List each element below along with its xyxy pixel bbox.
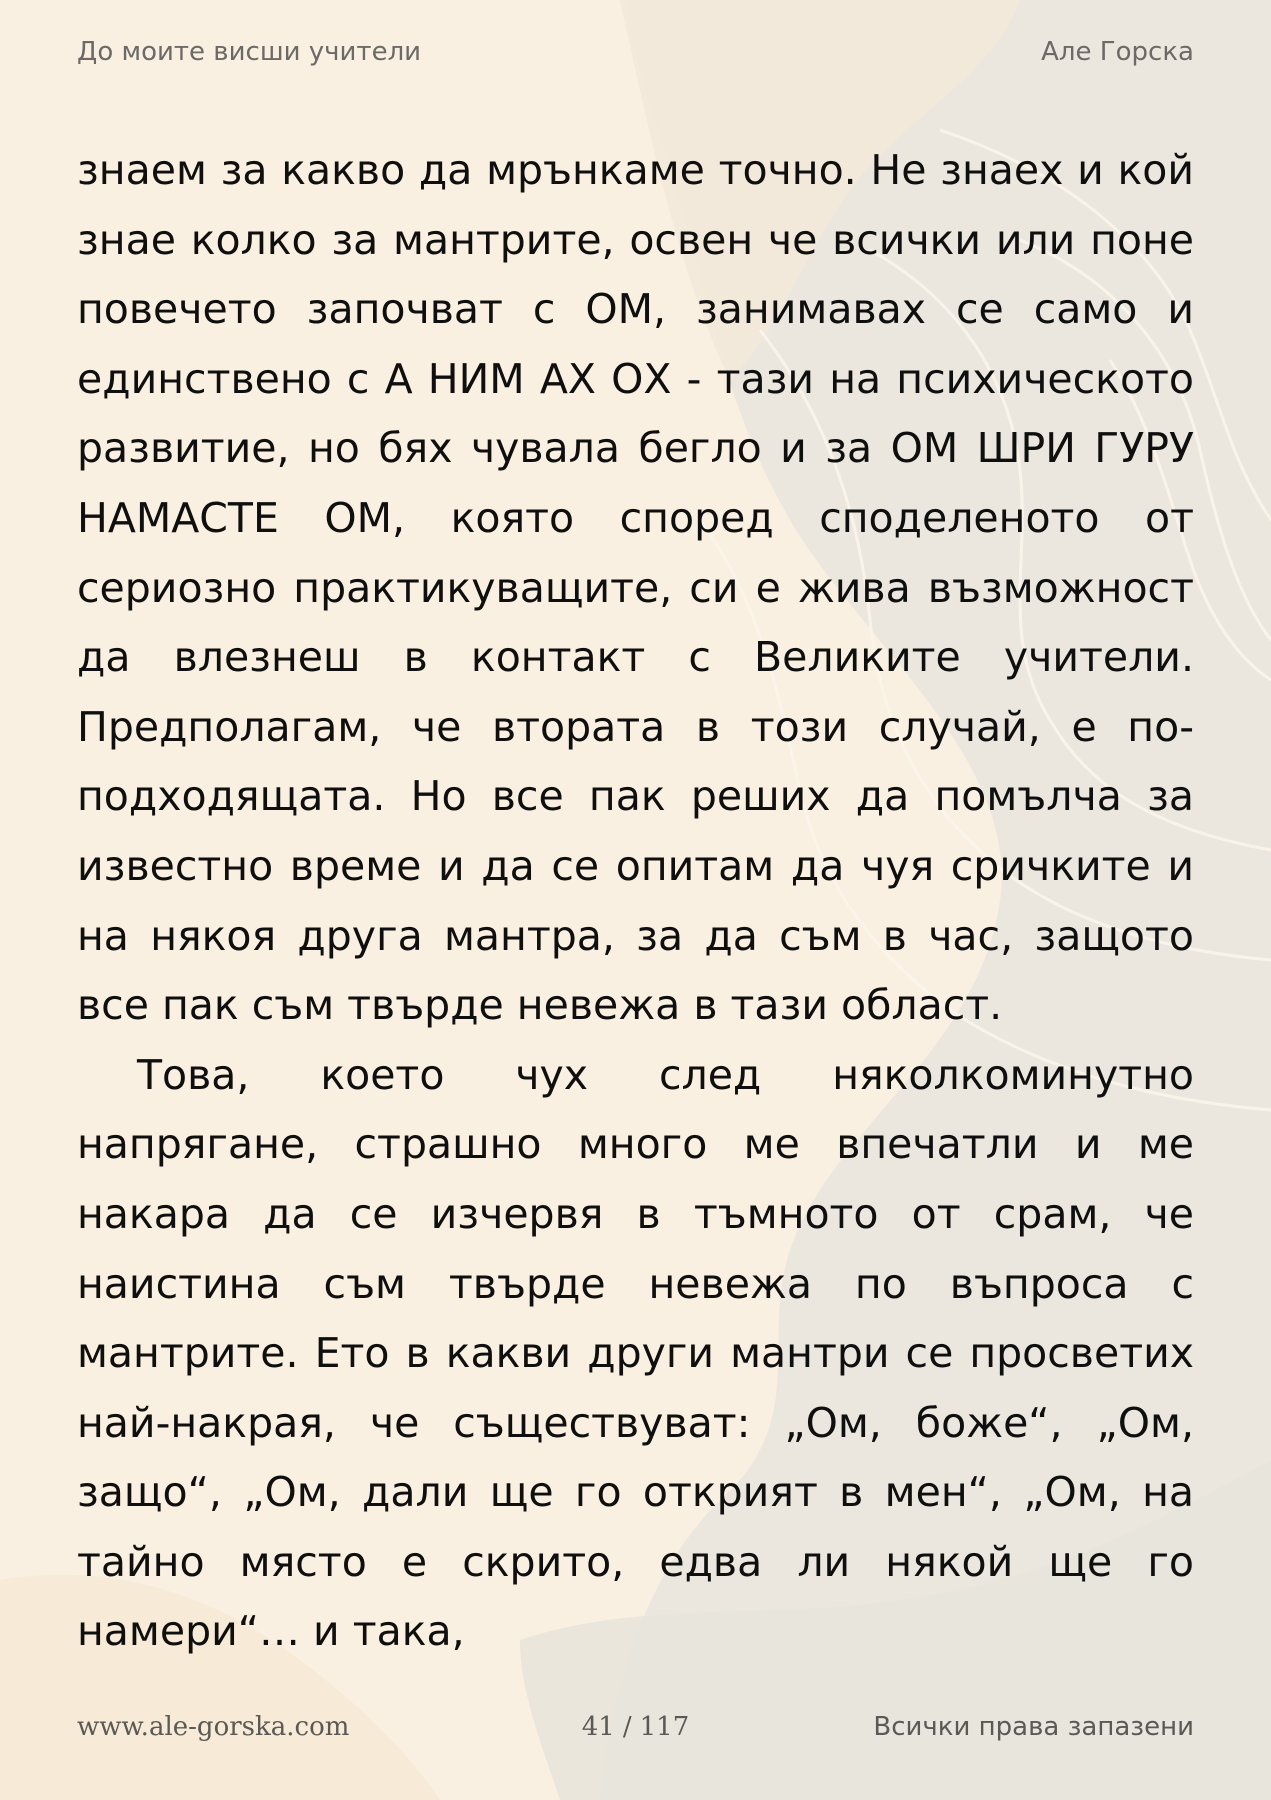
- page-header: [77, 34, 1194, 70]
- page-current: 41: [581, 1712, 615, 1742]
- page-body-text: [77, 136, 1194, 1667]
- running-book-title: До моите висши учители: [77, 37, 422, 67]
- page-total: 117: [639, 1712, 690, 1742]
- page-footer: [77, 1712, 1194, 1752]
- body-paragraph: Това, което чух след няколкоминутно напрягане, страшно много ме впечатли и ме накара да се изчервя в тъмното от срам, че наистина съм твърде невежа по въпроса с мантрите. Ето в какви други мантри се просветих най-накрая, че съществуват: „Ом, боже“, „Ом, защо“, „Ом, дали ще го открият в мен“, „Ом, на тайно място е скрито, едва ли някой ще го намери“… и така,: [77, 1050, 1194, 1656]
- body-paragraph: знаем за какво да мрънкаме точно. Не знаех и кой знае колко за мантрите, освен че всички или поне повечето започват с ОМ, занимавах се само и единствено с А НИМ АХ ОХ - тази на психическото развитие, но бях чувала бегло и за ОМ ШРИ ГУРУ НАМАСТЕ ОМ, която според споделеното от сериозно практикуващите, си е жива възможност да влезнеш в контакт с Великите учители. Предполагам, че втората в този случай, е по-подходящата. Но все пак реших да помълча за известно време и да се опитам да чуя сричките и на някоя друга мантра, за да съм в час, защото все пак съм твърде невежа в тази област.: [77, 146, 1194, 1030]
- website-link[interactable]: www.ale-gorska.com: [77, 1712, 350, 1742]
- copyright-notice: Всички права запазени: [873, 1712, 1194, 1742]
- running-author-name: Але Горска: [1041, 37, 1194, 67]
- page-separator: /: [622, 1712, 632, 1742]
